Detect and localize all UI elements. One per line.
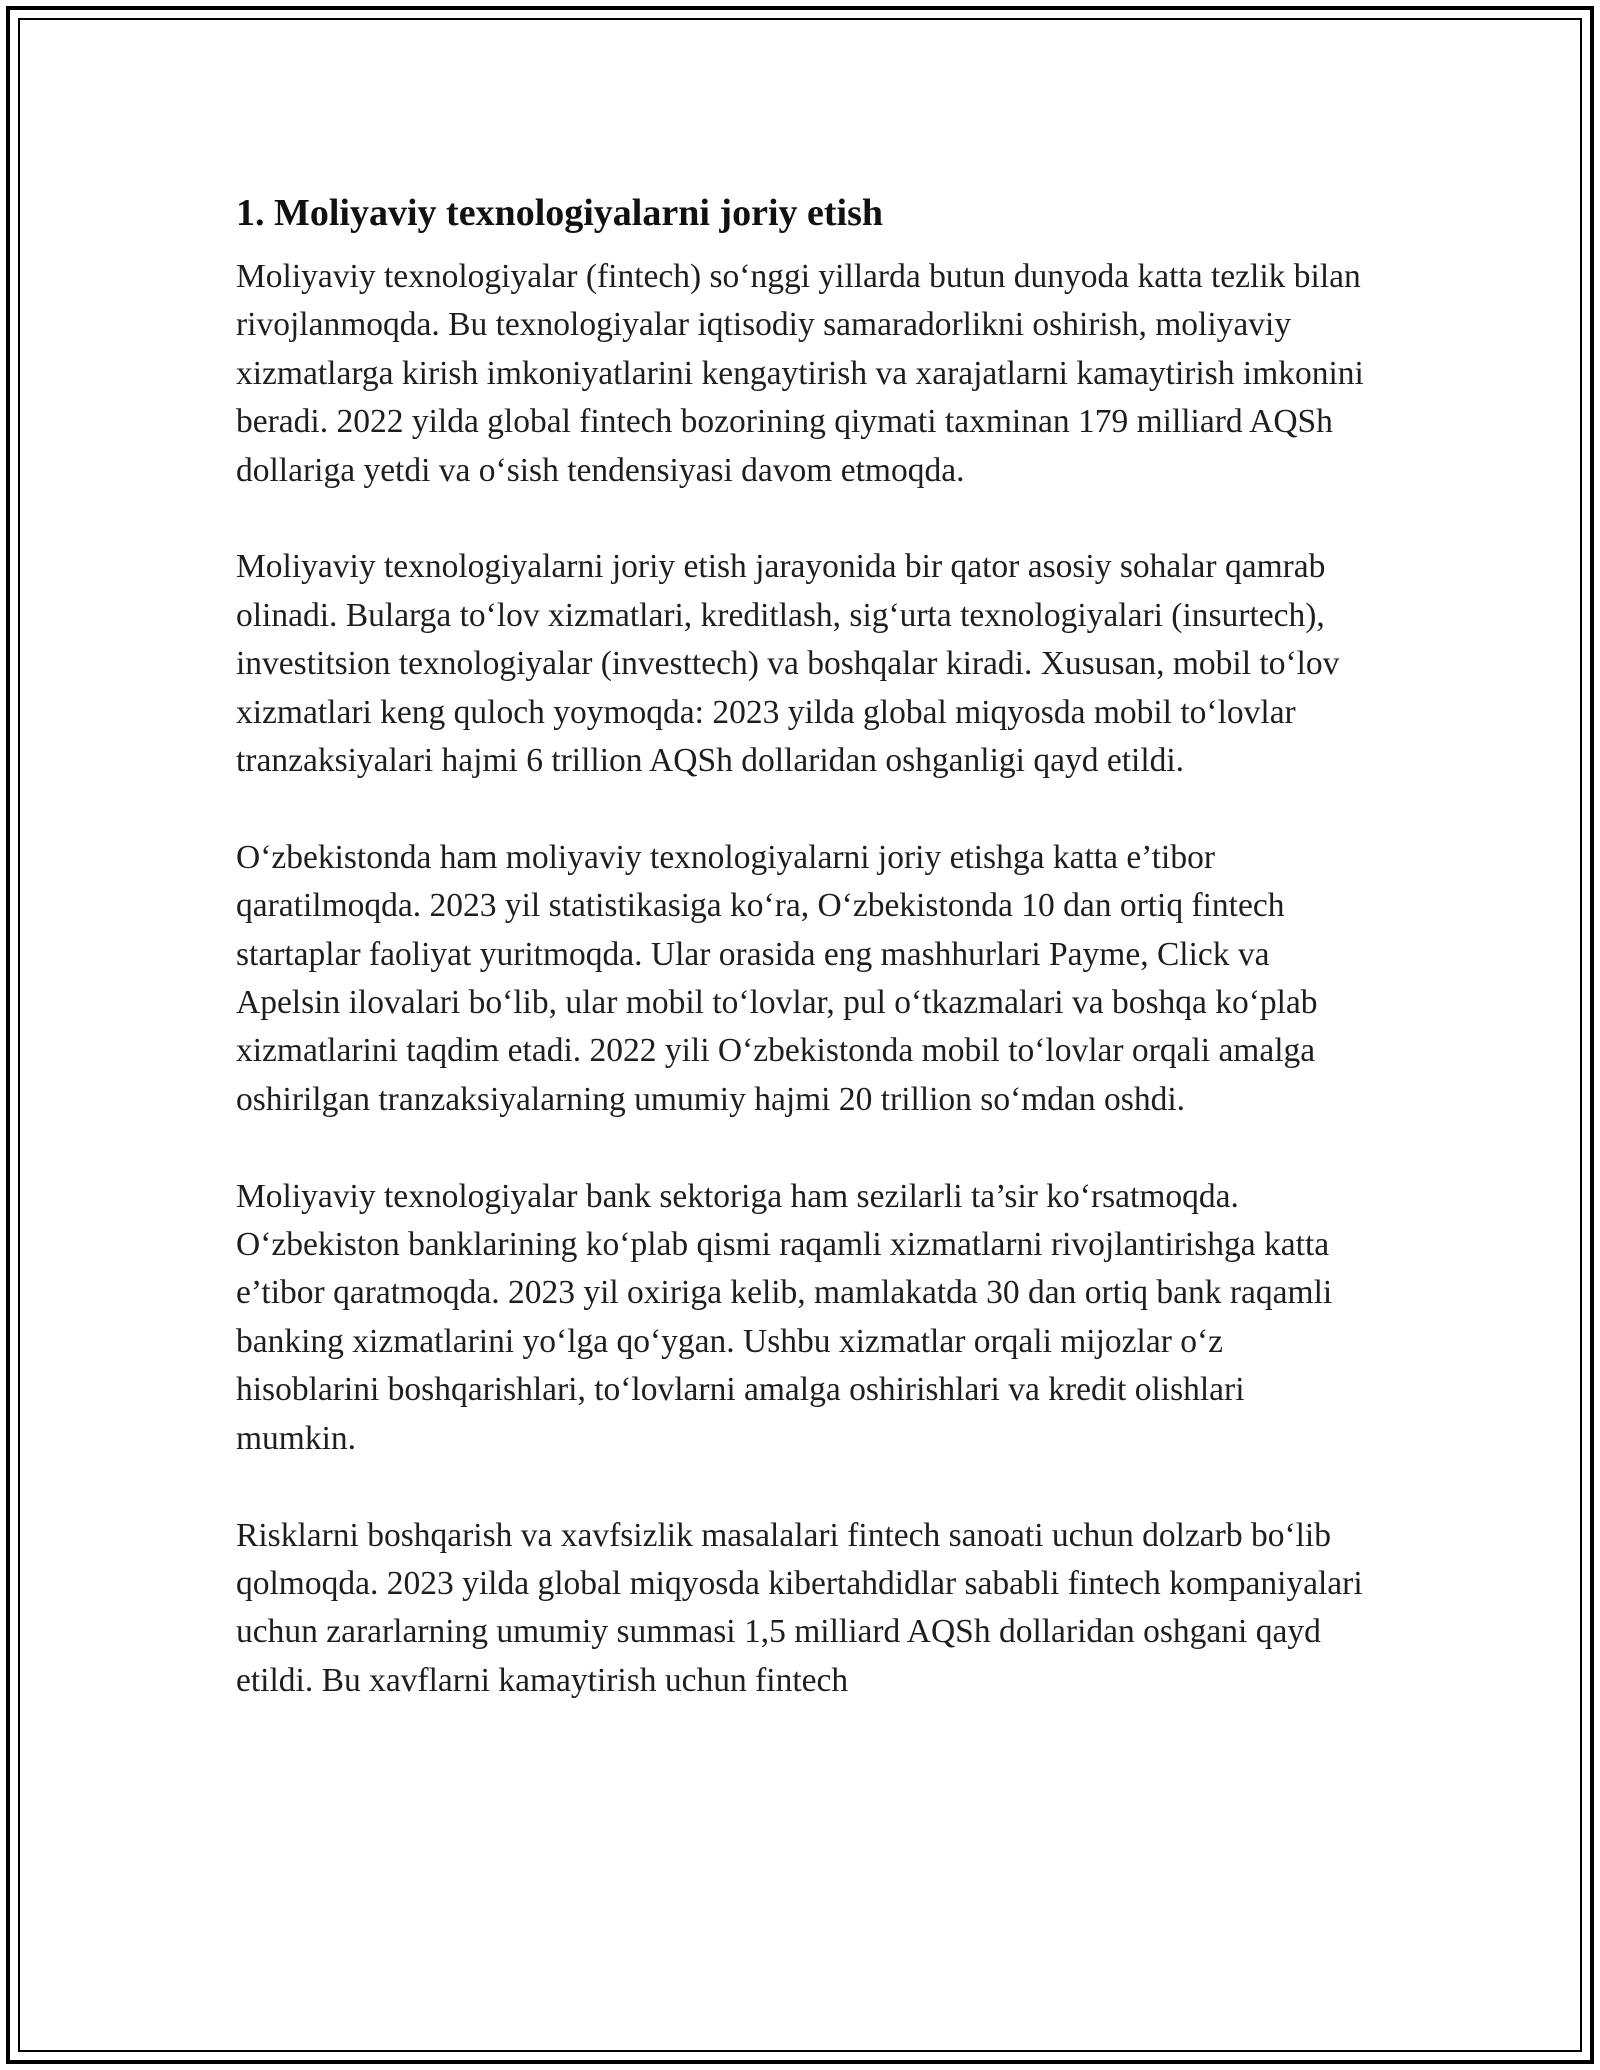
section-heading: 1. Moliyaviy texnologiyalarni joriy etish [236,192,884,234]
paragraph-risk-security: Risklarni boshqarish va xavfsizlik masalalari fintech sanoati uchun dolzarb bo‘lib qolmoqda. 2023 yilda global miqyosda kibertahdidlar sababli fintech kompaniyalari uchun zararlarning umumiy summasi 1,5 milliard AQSh dollaridan oshgani qayd etildi. Bu xavflarni kamaytirish uchun fintech [236,1516,1363,1699]
paragraph-fintech-intro: Moliyaviy texnologiyalar (fintech) so‘nggi yillarda butun dunyoda katta tezlik bilan rivojlanmoqda. Bu texnologiyalar iqtisodiy samaradorlikni oshirish, moliyaviy xizmatlarga kirish imkoniyatlarini kengaytirish va xarajatlarni kamaytirish imkonini beradi. 2022 yilda global fintech bozorining qiymati taxminan 179 milliard AQSh dollariga yetdi va o‘sish tendensiyasi davom etmoqda. [236,258,1364,489]
paragraph-uzbekistan-fintech: O‘zbekistonda ham moliyaviy texnologiyalarni joriy etishga katta e’tibor qaratilmoqda. 2023 yil statistikasiga ko‘ra, O‘zbekistonda 10 dan ortiq fintech startaplar faoliyat yuritmoqda. Ular orasida eng mashhurlari Payme, Click va Apelsin ilovalari bo‘lib, ular mobil to‘lovlar, pul o‘tkazmalari va boshqa ko‘plab xizmatlarini taqdim etadi. 2022 yili O‘zbekistonda mobil to‘lovlar orqali amalga oshirilgan tranzaksiyalarning umumiy hajmi 20 trillion so‘mdan oshdi. [236,838,1318,1118]
paragraph-banking-sector: Moliyaviy texnologiyalar bank sektoriga ham sezilarli ta’sir ko‘rsatmoqda. O‘zbekiston banklarining ko‘plab qismi raqamli xizmatlarni rivojlantirishga katta e’tibor qaratmoqda. 2023 yil oxiriga kelib, mamlakatda 30 dan ortiq bank raqamli banking xizmatlarini yo‘lga qo‘ygan. Ushbu xizmatlar orqali mijozlar o‘z hisoblarini boshqarishlari, to‘lovlarni amalga oshirishlari va kredit olishlari mumkin. [236,1177,1333,1457]
paragraph-fintech-areas: Moliyaviy texnologiyalarni joriy etish jarayonida bir qator asosiy sohalar qamrab olinadi. Bularga to‘lov xizmatlari, kreditlash, sig‘urta texnologiyalari (insurtech), investitsion texnologiyalar (investtech) va boshqalar kiradi. Xususan, mobil to‘lov xizmatlari keng quloch yoymoqda: 2023 yilda global miqyosda mobil to‘lovlar tranzaksiyalari hajmi 6 trillion AQSh dollaridan oshganligi qayd etildi. [236,548,1340,780]
document-body [236,185,1366,1705]
